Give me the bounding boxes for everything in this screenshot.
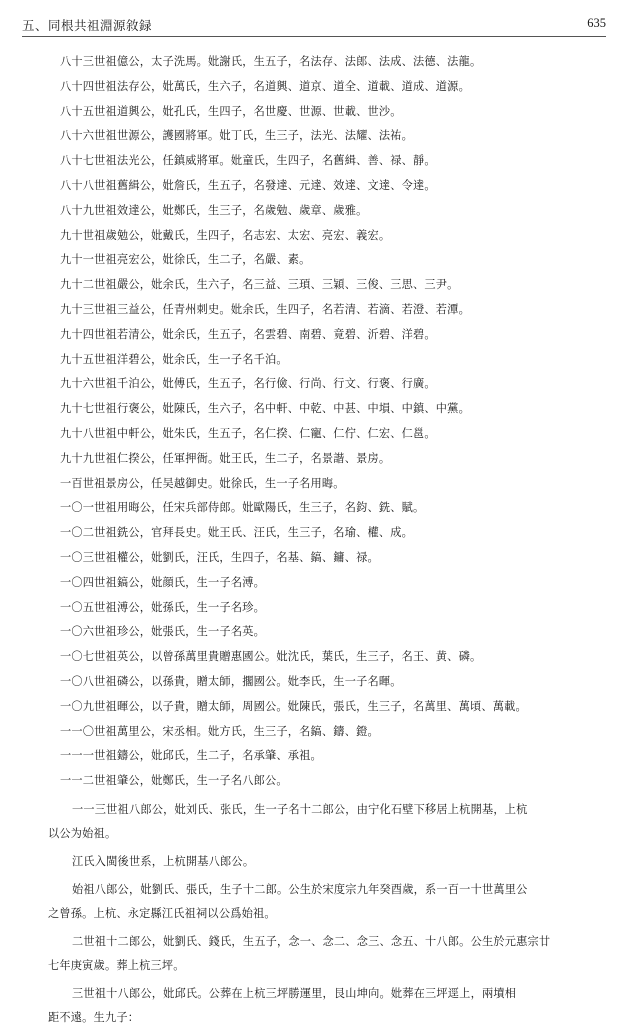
paragraph <box>48 982 580 1030</box>
genealogy-line: 一一〇世祖萬里公，宋丞相。妣方氏，生三子，名鎬、鑄、鐙。 <box>60 724 379 738</box>
page-number: 635 <box>587 16 606 30</box>
paragraph-first-line: 江氏入閩後世系，上杭開基八郎公。 <box>72 854 255 868</box>
genealogy-line: 一〇八世祖磷公，以孫貴，贈太師，擱國公。妣李氏，生一子名暉。 <box>60 674 402 688</box>
genealogy-line: 一〇五世祖溥公，妣孫氏，生一子名珍。 <box>60 600 265 614</box>
genealogy-line: 八十五世祖道興公，妣孔氏，生四子，名世慶、世源、世載、世沙。 <box>60 104 402 118</box>
genealogy-line: 八十六世祖世源公，護國將軍。妣丁氏，生三子，法光、法耀、法祐。 <box>60 129 414 143</box>
paragraph <box>60 850 580 874</box>
genealogy-line: 一〇七世祖英公，以曾孫萬里貴贈惠國公。妣沈氏，葉氏，生三子，名王、黄、磷。 <box>60 650 482 664</box>
paragraph-first-line: 三世祖十八郎公，妣邱氏。公葬在上杭三坪勝運里，艮山坤向。妣葬在三坪逕上，兩墳相 <box>72 986 517 1000</box>
genealogy-line: 九十六世祖千泊公，妣傅氏，生五子，名行儉、行尚、行文、行褒、行廣。 <box>60 377 436 391</box>
genealogy-text <box>48 50 580 1030</box>
chapter-title: 五、同根共祖淵源敘録 <box>22 18 153 33</box>
genealogy-line: 九十九世祖仁揆公，任軍押衙。妣王氏，生二子，名景諧、景房。 <box>60 451 391 465</box>
paragraph <box>48 930 580 978</box>
paragraph <box>48 878 580 926</box>
genealogy-line: 九十五世祖洋碧公，妣余氏，生一子名千泊。 <box>60 352 288 366</box>
genealogy-line: 八十四世祖法存公，妣萬氏，生六子，名道興、道京、道全、道載、道成、道源。 <box>60 79 470 93</box>
genealogy-line: 一〇六世祖珍公，妣張氏，生一子名英。 <box>60 625 265 639</box>
paragraph-continuation: 以公为始祖。 <box>48 826 117 840</box>
genealogy-line: 一〇一世祖用晦公，任宋兵部侍郎。妣歐陽氏，生三子，名鈞、銑、賦。 <box>60 501 425 515</box>
page-header <box>22 14 606 37</box>
genealogy-line: 八十七世祖法光公，任鎮威將軍。妣童氏，生四子，名舊緝、善、禄、靜。 <box>60 154 436 168</box>
paragraph-continuation: 之曾孫。上杭、永定縣江氏祖祠以公爲始祖。 <box>48 906 276 920</box>
paragraph-first-line: 一一三世祖八郎公，妣刘氏、张氏，生一子名十二郎公，由宁化石壁下移居上杭開基，上杭 <box>72 802 528 816</box>
genealogy-line: 九十一世祖亮宏公，妣徐氏，生二子，名嚴、素。 <box>60 253 311 267</box>
genealogy-line: 八十三世祖億公，太子洗馬。妣謝氏，生五子，名法存、法郎、法成、法德、法龍。 <box>60 55 482 68</box>
genealogy-line: 一〇三世祖權公，妣劉氏，汪氏，生四子，名基、鎬、鏞、禄。 <box>60 550 379 564</box>
paragraph-continuation: 距不遠。生九子： <box>48 1010 140 1024</box>
genealogy-line: 九十二世祖嚴公，妣余氏，生六子，名三益、三頊、三穎、三俊、三思、三尹。 <box>60 278 459 292</box>
genealogy-line: 九十四世祖若清公，妣余氏，生五子，名雲碧、南碧、竟碧、沂碧、洋碧。 <box>60 327 436 341</box>
genealogy-line: 一百世祖景房公，任吴越御史。妣徐氏，生一子名用晦。 <box>60 476 345 490</box>
genealogy-line: 一一一世祖鑄公，妣邱氏，生二子，名承肇、承祖。 <box>60 749 322 763</box>
genealogy-line: 九十八世祖中軒公，妣朱氏，生五子，名仁揆、仁寵、仁佇、仁宏、仁邕。 <box>60 426 436 440</box>
genealogy-line: 九十三世祖三益公，任青州刺史。妣余氏，生四子，名若清、若滴、若澄、若潭。 <box>60 302 470 316</box>
paragraph-first-line: 二世祖十二郎公，妣劉氏、錢氏，生五子，念一、念二、念三、念五、十八郎。公生於元惠宗廿 <box>72 934 551 948</box>
genealogy-line: 九十七世祖行褒公，妣陳氏，生六子，名中軒、中乾、中甚、中塤、中鎮、中黨。 <box>60 402 470 416</box>
genealogy-line: 一〇四世祖鎬公，妣顔氏，生一子名溥。 <box>60 575 265 589</box>
paragraph-continuation: 七年庚寅歲。葬上杭三坪。 <box>48 958 185 972</box>
paragraph-first-line: 始祖八郎公，妣劉氏、張氏，生子十二郎。公生於宋度宗九年癸酉歲，系一百一十世萬里公 <box>72 882 528 896</box>
genealogy-line: 一一二世祖肇公，妣鄭氏，生一子名八郎公。 <box>60 774 288 788</box>
genealogy-line: 一〇二世祖銑公，官拜長史。妣王氏、汪氏，生三子，名瑜、權、成。 <box>60 526 414 540</box>
genealogy-line: 八十八世祖舊緝公，妣詹氏，生五子，名發達、元達、效達、文達、令達。 <box>60 178 436 192</box>
genealogy-line: 一〇九世祖暉公，以子貴，贈太師，周國公。妣陳氏，張氏，生三子，名萬里、萬頃、萬載。 <box>60 699 527 713</box>
paragraph <box>48 798 580 846</box>
genealogy-line: 九十世祖歲勉公，妣戴氏，生四子，名志宏、太宏、亮宏、義宏。 <box>60 228 391 242</box>
genealogy-line: 八十九世祖效達公，妣鄭氏，生三子，名歲勉、歲章、歲雅。 <box>60 203 368 217</box>
